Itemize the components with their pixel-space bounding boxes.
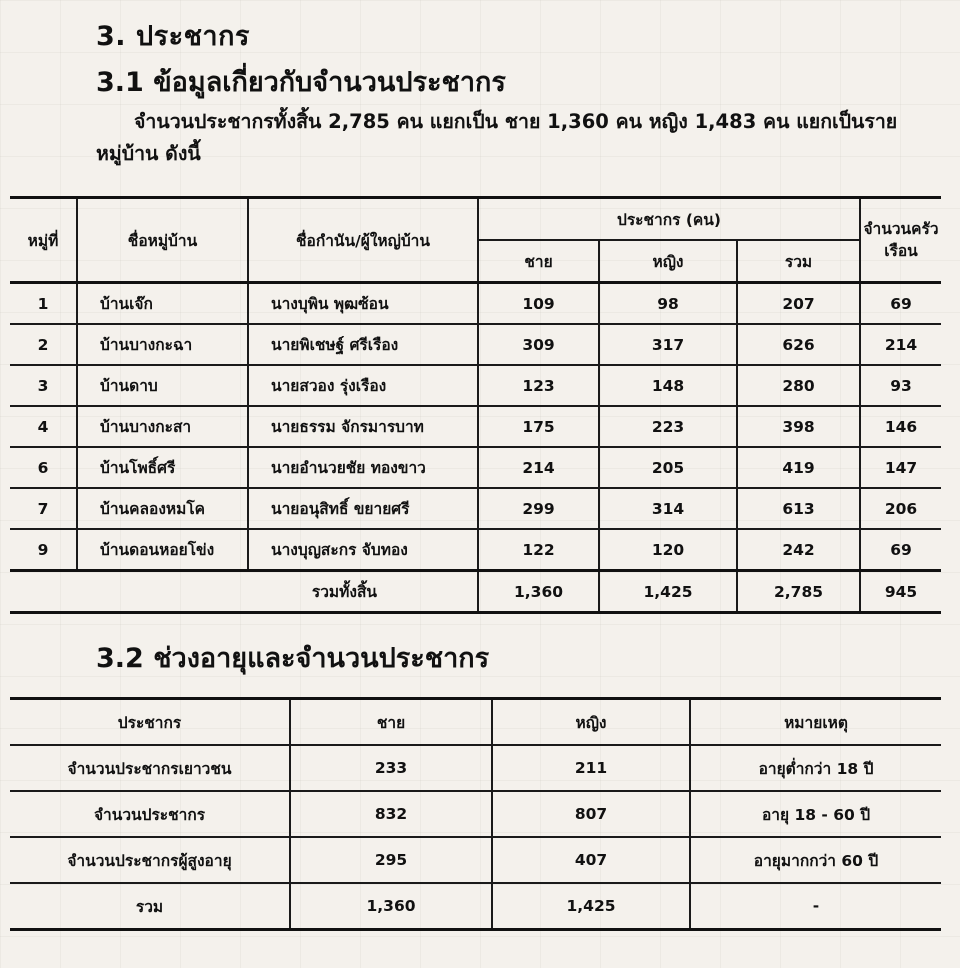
table-row — [10, 406, 941, 447]
cell-total: 419 — [737, 447, 860, 488]
cell-note: - — [690, 883, 941, 930]
cell-village-name: บ้านเจ๊ก — [77, 283, 248, 325]
cell-total: 242 — [737, 529, 860, 571]
cell-population-group: รวม — [10, 883, 290, 930]
cell-male: 175 — [478, 406, 599, 447]
cell-female: 223 — [599, 406, 737, 447]
cell-households: 69 — [860, 283, 941, 325]
cell-village-no: 1 — [10, 283, 77, 325]
header-village-no: หมู่ที่ — [10, 198, 77, 283]
cell-female: 205 — [599, 447, 737, 488]
cell-households: 206 — [860, 488, 941, 529]
cell-total: 613 — [737, 488, 860, 529]
table-total-row — [10, 571, 941, 613]
header-total: รวม — [737, 240, 860, 283]
table-row — [10, 283, 941, 325]
cell-village-name: บ้านบางกะฉา — [77, 324, 248, 365]
cell-headman: นายธรรม จักรมารบาท — [248, 406, 478, 447]
cell-village-name: บ้านดอนหอยโข่ง — [77, 529, 248, 571]
cell-female: 317 — [599, 324, 737, 365]
cell-female: 98 — [599, 283, 737, 325]
cell-total: 207 — [737, 283, 860, 325]
cell-female: 314 — [599, 488, 737, 529]
cell-male: 295 — [290, 837, 492, 883]
cell-total: 280 — [737, 365, 860, 406]
cell-male: 309 — [478, 324, 599, 365]
cell-headman: นายอนุสิทธิ์ ขยายศรี — [248, 488, 478, 529]
cell-female: 148 — [599, 365, 737, 406]
header-village-name: ชื่อหมู่บ้าน — [77, 198, 248, 283]
subsection-title-age-groups: 3.2 ช่วงอายุและจำนวนประชากร — [96, 643, 490, 674]
cell-female: 120 — [599, 529, 737, 571]
cell-note: อายุ 18 - 60 ปี — [690, 791, 941, 837]
cell-village-name: บ้านดาบ — [77, 365, 248, 406]
total-male: 1,360 — [478, 571, 599, 613]
table-row — [10, 883, 941, 930]
table-row — [10, 324, 941, 365]
table-row — [10, 837, 941, 883]
cell-population-group: จำนวนประชากรผู้สูงอายุ — [10, 837, 290, 883]
cell-male: 122 — [478, 529, 599, 571]
table-row — [10, 529, 941, 571]
cell-male: 1,360 — [290, 883, 492, 930]
cell-headman: นางบุญสะกร จับทอง — [248, 529, 478, 571]
cell-village-name: บ้านบางกะสา — [77, 406, 248, 447]
cell-households: 214 — [860, 324, 941, 365]
table-row — [10, 488, 941, 529]
cell-note: อายุต่ำกว่า 18 ปี — [690, 745, 941, 791]
cell-households: 69 — [860, 529, 941, 571]
cell-female: 211 — [492, 745, 690, 791]
total-population: 2,785 — [737, 571, 860, 613]
cell-headman: นายพิเชษฐ์ ศรีเรือง — [248, 324, 478, 365]
cell-male: 109 — [478, 283, 599, 325]
subsection-title-population-info: 3.1 ข้อมูลเกี่ยวกับจำนวนประชากร — [96, 67, 506, 98]
header-population: ประชากร — [10, 699, 290, 746]
header-note: หมายเหตุ — [690, 699, 941, 746]
cell-households: 147 — [860, 447, 941, 488]
age-group-table — [10, 697, 941, 931]
cell-male: 299 — [478, 488, 599, 529]
cell-village-no: 7 — [10, 488, 77, 529]
table-row — [10, 447, 941, 488]
cell-total: 398 — [737, 406, 860, 447]
cell-village-no: 3 — [10, 365, 77, 406]
section-title: 3. ประชากร — [96, 21, 250, 52]
header-female: หญิง — [492, 699, 690, 746]
header-population: ประชากร (คน) — [478, 198, 860, 241]
cell-headman: นายสวอง รุ่งเรือง — [248, 365, 478, 406]
total-female: 1,425 — [599, 571, 737, 613]
cell-male: 233 — [290, 745, 492, 791]
cell-male: 123 — [478, 365, 599, 406]
header-male: ชาย — [478, 240, 599, 283]
table-row — [10, 365, 941, 406]
table-row — [10, 745, 941, 791]
cell-headman: นางบุพิน พุฒซ้อน — [248, 283, 478, 325]
cell-female: 1,425 — [492, 883, 690, 930]
cell-female: 807 — [492, 791, 690, 837]
header-male: ชาย — [290, 699, 492, 746]
total-label: รวมทั้งสิ้น — [10, 571, 478, 613]
cell-total: 626 — [737, 324, 860, 365]
cell-population-group: จำนวนประชากร — [10, 791, 290, 837]
cell-village-name: บ้านโพธิ์ศรี — [77, 447, 248, 488]
cell-male: 214 — [478, 447, 599, 488]
intro-paragraph: จำนวนประชากรทั้งสิ้น 2,785 คน แยกเป็น ชาย 1,360 คน หญิง 1,483 คน แยกเป็นรายหมู่บ้าน ดังนี้ — [96, 110, 898, 165]
cell-village-no: 4 — [10, 406, 77, 447]
cell-village-no: 9 — [10, 529, 77, 571]
cell-village-no: 6 — [10, 447, 77, 488]
header-headman: ชื่อกำนัน/ผู้ใหญ่บ้าน — [248, 198, 478, 283]
cell-households: 146 — [860, 406, 941, 447]
cell-village-no: 2 — [10, 324, 77, 365]
header-households: จำนวนครัวเรือน — [860, 198, 941, 283]
cell-headman: นายอำนวยชัย ทองขาว — [248, 447, 478, 488]
cell-male: 832 — [290, 791, 492, 837]
cell-note: อายุมากกว่า 60 ปี — [690, 837, 941, 883]
header-female: หญิง — [599, 240, 737, 283]
cell-female: 407 — [492, 837, 690, 883]
total-households: 945 — [860, 571, 941, 613]
cell-population-group: จำนวนประชากรเยาวชน — [10, 745, 290, 791]
cell-village-name: บ้านคลองหมโค — [77, 488, 248, 529]
table-row — [10, 791, 941, 837]
village-population-table — [10, 196, 941, 614]
cell-households: 93 — [860, 365, 941, 406]
